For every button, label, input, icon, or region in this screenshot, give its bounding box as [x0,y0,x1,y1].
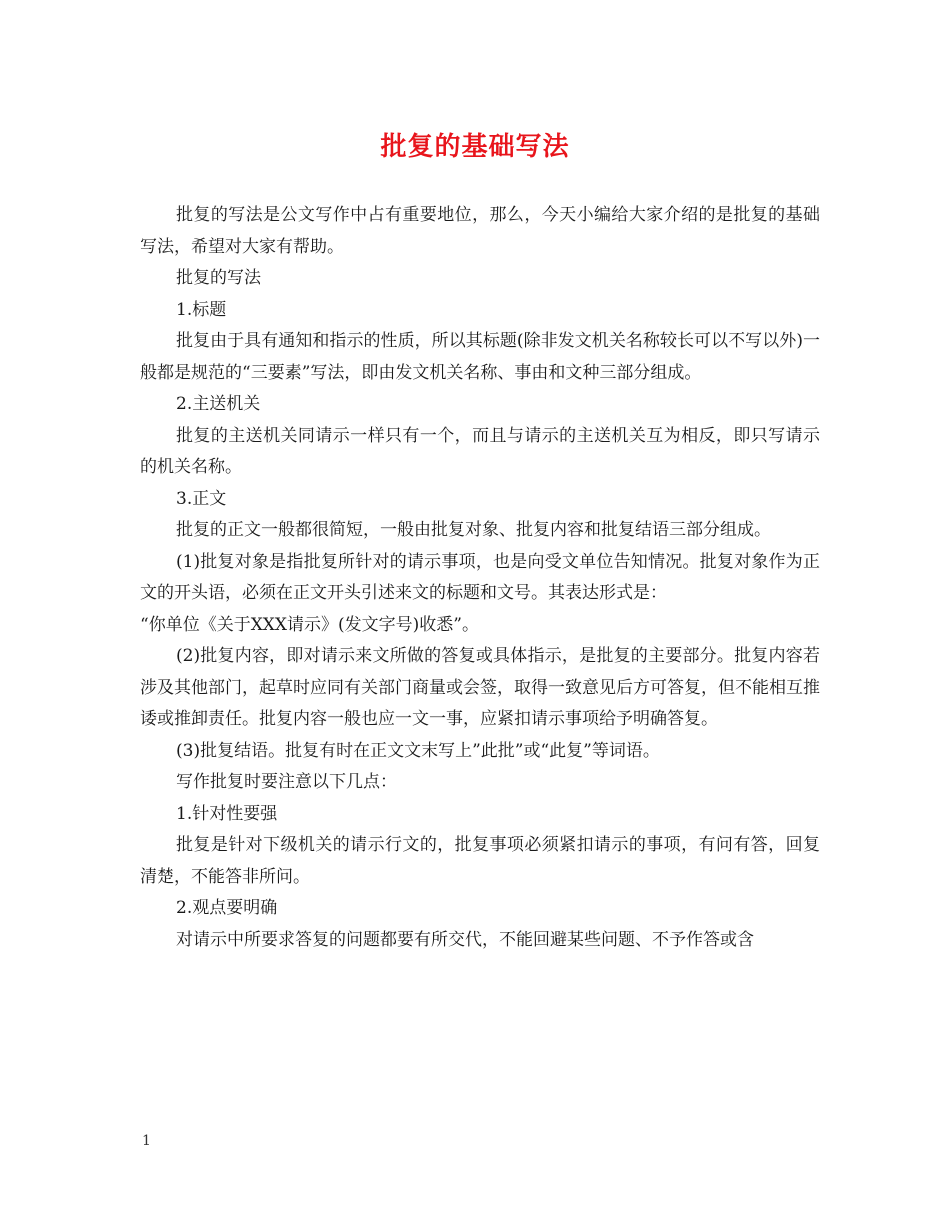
page-number: 1 [142,1133,151,1149]
paragraph-body-overview: 批复的正文一般都很简短，一般由批复对象、批复内容和批复结语三部分组成。 [176,520,771,540]
document-title: 批复的基础写法 [380,132,570,162]
paragraph-clear-viewpoint: 对请示中所要求答复的问题都要有所交代，不能回避某些问题、不予作答或含 [176,929,754,950]
subheading-title: 1.标题 [176,299,227,320]
document-body [140,200,820,956]
subheading-body-text: 3.正文 [176,488,227,509]
intro-paragraph: 批复的写法是公文写作中占有重要地位，那么，今天小编给大家介绍的是批复的基础写法，希望对大家有帮助。 [140,205,820,257]
paragraph-reply-content: (2)批复内容，即对请示来文所做的答复或具体指示，是批复的主要部分。批复内容若涉及其他部门，起草时应同有关部门商量或会签，取得一致意见后方可答复，但不能相互推诿或推卸责任。批复内容一般也应一文一事，应紧扣请示事项给予明确答复。 [140,646,820,729]
section-heading-writing-method: 批复的写法 [176,268,261,288]
paragraph-quote-form: “你单位《关于XXX请示》(发文字号)收悉”。 [140,614,479,635]
subheading-main-recipient: 2.主送机关 [176,394,261,414]
paragraph-reply-object: (1)批复对象是指批复所针对的请示事项，也是向受文单位告知情况。批复对象作为正文的开头语，必须在正文开头引述来文的标题和文号。其表达形式是： [140,551,820,603]
paragraph-title-description: 批复由于具有通知和指示的性质，所以其标题(除非发文机关名称较长可以不写以外)一般都是规范的“三要素”写法，即由发文机关名称、事由和文种三部分组成。 [140,331,820,383]
subheading-clear-viewpoint: 2.观点要明确 [176,898,278,918]
paragraph-targeted: 批复是针对下级机关的请示行文的，批复事项必须紧扣请示的事项，有问有答，回复清楚，不能答非所问。 [140,835,820,887]
paragraph-reply-closing: (3)批复结语。批复有时在正文文末写上”此批”或“此复”等词语。 [176,740,660,761]
paragraph-main-recipient: 批复的主送机关同请示一样只有一个，而且与请示的主送机关互为相反，即只写请示的机关名称。 [140,425,820,477]
paragraph-notes-intro: 写作批复时要注意以下几点： [176,772,397,792]
subheading-targeted: 1.针对性要强 [176,803,278,824]
